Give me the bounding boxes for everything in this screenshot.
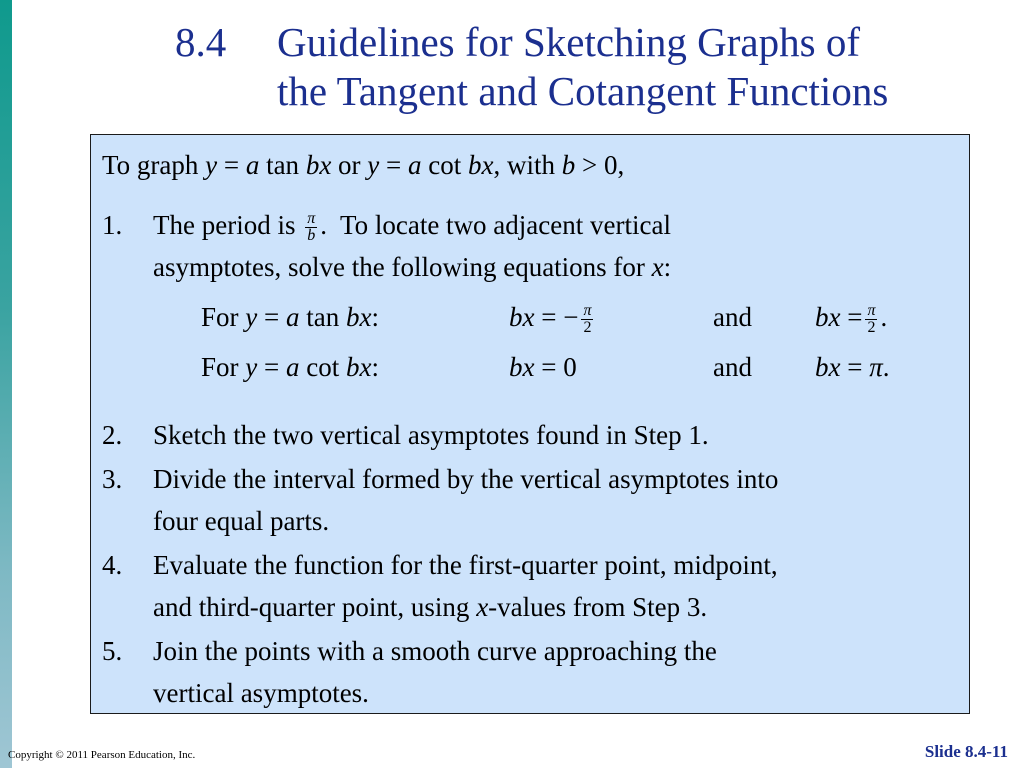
cot-equation-right: bx = π. xyxy=(815,352,890,382)
cot-equation-left: bx = 0 xyxy=(509,352,577,382)
tan-equation-left: bx = − $\frac{\pi}{2}$ xyxy=(509,302,592,337)
guidelines-box xyxy=(90,134,970,714)
step-5-number: 5. xyxy=(102,636,123,666)
copyright-notice: Copyright © 2011 Pearson Education, Inc. xyxy=(8,749,196,761)
step-4-line-2: and third-quarter point, using x-values from Step 3. xyxy=(153,592,708,622)
step-1-line-2: asymptotes, solve the following equations for x: xyxy=(153,252,672,282)
fraction-pi-over-2: $\frac{\pi}{2}$ xyxy=(583,302,592,337)
intro-line: To graph y = a tan bx or y = a cot bx, with b > 0, xyxy=(102,150,625,180)
tan-equation-right: bx = $\frac{\pi}{2}$ . xyxy=(815,302,888,337)
section-number: 8.4 xyxy=(175,19,227,65)
step-5-line-2: vertical asymptotes. xyxy=(153,678,369,708)
slide-number: Slide 8.4-11 xyxy=(924,742,1008,761)
step-2-text: Sketch the two vertical asymptotes found in Step 1. xyxy=(153,420,709,450)
cot-and: and xyxy=(713,352,752,382)
step-5-line-1: Join the points with a smooth curve approaching the xyxy=(153,636,717,666)
step-3-line-1: Divide the interval formed by the vertical asymptotes into xyxy=(153,464,779,494)
title-line-1: Guidelines for Sketching Graphs of xyxy=(277,19,860,65)
left-accent-bar xyxy=(0,0,12,768)
step-3-number: 3. xyxy=(102,464,123,494)
step-2-number: 2. xyxy=(102,420,123,450)
step-1-line-1: The period is $\frac{\pi}{b}$ . To locate two adjacent vertical xyxy=(153,210,671,245)
fraction-pi-over-2: $\frac{\pi}{2}$ xyxy=(867,302,876,337)
step-3-line-2: four equal parts. xyxy=(153,506,330,536)
tan-and: and xyxy=(713,302,752,332)
step-4-line-1: Evaluate the function for the first-quarter point, midpoint, xyxy=(153,550,778,580)
fraction-pi-over-b: $\frac{\pi}{b}$ xyxy=(307,210,316,245)
tan-equation-label: For y = a tan bx: xyxy=(201,302,379,332)
title-line-2: the Tangent and Cotangent Functions xyxy=(277,68,889,114)
step-1-number: 1. xyxy=(102,210,123,240)
step-4-number: 4. xyxy=(102,550,123,580)
cot-equation-label: For y = a cot bx: xyxy=(201,352,379,382)
